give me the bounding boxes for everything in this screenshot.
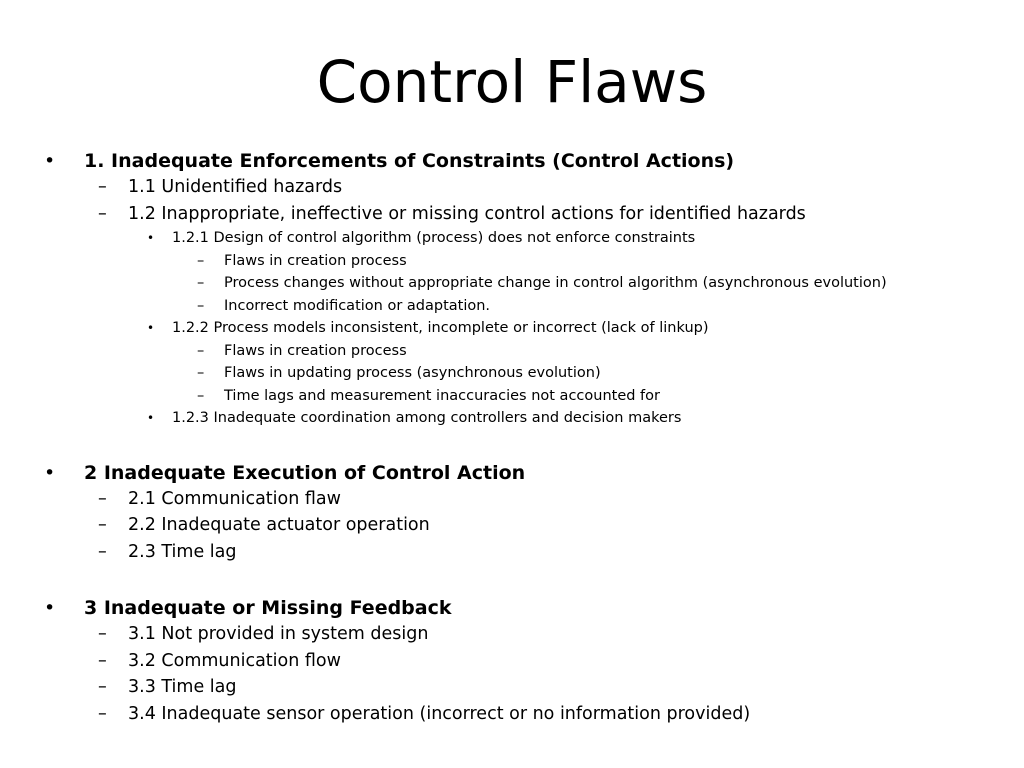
outline-item-1-2-2-c-text: Time lags and measurement inaccuracies not accounted for (224, 387, 660, 404)
outline-item-1-2-1 (0, 227, 1024, 250)
outline-item-1-2-1-c (0, 295, 1024, 318)
outline-item-3 (0, 595, 1024, 621)
outline-item-2-text: 2 Inadequate Execution of Control Action (84, 461, 526, 484)
dash-icon: – (98, 677, 107, 697)
outline-item-1-2-text: 1.2 Inappropriate, ineffective or missing control actions for identified hazards (128, 203, 806, 224)
bullet-icon: • (147, 231, 155, 245)
dash-icon: – (98, 515, 107, 535)
outline-item-1-2-1-b-text: Process changes without appropriate change in control algorithm (asynchronous evolution) (224, 275, 887, 291)
outline-item-1-1 (0, 174, 1024, 201)
dash-icon: – (98, 703, 107, 724)
dash-icon: – (98, 650, 107, 671)
outline-item-2-2-text: 2.2 Inadequate actuator operation (128, 515, 430, 535)
outline-item-1-text: 1. Inadequate Enforcements of Constraints (Control Actions) (84, 150, 735, 172)
dash-icon: – (197, 365, 205, 381)
outline-item-3-1 (0, 621, 1024, 648)
outline-item-2-1 (0, 486, 1024, 513)
outline-item-1-2-2-text: 1.2.2 Process models inconsistent, incomplete or incorrect (lack of linkup) (172, 320, 709, 336)
outline-item-1-2-1-a-text: Flaws in creation process (224, 252, 407, 269)
dash-icon: – (98, 488, 107, 509)
outline-item-3-3 (0, 674, 1024, 701)
outline-item-3-1-text: 3.1 Not provided in system design (128, 624, 429, 644)
outline-item-1-2-1-text: 1.2.1 Design of control algorithm (process) does not enforce constraints (172, 230, 696, 246)
outline-item-2-2 (0, 512, 1024, 539)
outline-item-3-2 (0, 648, 1024, 675)
dash-icon: – (98, 624, 107, 644)
section-spacer (0, 565, 1024, 595)
outline-item-1-1-text: 1.1 Unidentified hazards (128, 177, 343, 197)
dash-icon: – (197, 387, 205, 404)
outline-item-1-2-3 (0, 407, 1024, 430)
slide-title: Control Flaws (316, 48, 708, 116)
outline-item-1-2-3-text: 1.2.3 Inadequate coordination among controllers and decision makers (172, 410, 682, 426)
outline-item-2-1-text: 2.1 Communication flaw (128, 488, 341, 509)
outline-item-3-4-text: 3.4 Inadequate sensor operation (incorrect or no information provided) (128, 703, 751, 724)
outline-item-2-3 (0, 539, 1024, 566)
section-spacer (0, 430, 1024, 460)
outline-item-1-2-1-b (0, 272, 1024, 295)
outline-item-1-2-2 (0, 317, 1024, 340)
bullet-icon: • (44, 461, 56, 484)
outline-item-2 (0, 460, 1024, 486)
dash-icon: – (98, 177, 107, 197)
outline-item-1-2 (0, 201, 1024, 228)
bullet-icon: • (147, 321, 155, 335)
outline-item-2-3-text: 2.3 Time lag (128, 541, 237, 562)
bullet-icon: • (147, 411, 155, 425)
outline-item-1-2-2-c (0, 385, 1024, 408)
outline-item-1-2-2-b (0, 362, 1024, 385)
outline-item-3-3-text: 3.3 Time lag (128, 677, 237, 697)
outline-item-1-2-2-b-text: Flaws in updating process (asynchronous evolution) (224, 365, 601, 381)
outline-item-1 (0, 148, 1024, 174)
outline-item-3-2-text: 3.2 Communication flow (128, 650, 341, 671)
outline-item-3-text: 3 Inadequate or Missing Feedback (84, 597, 452, 619)
dash-icon: – (197, 297, 205, 314)
outline-item-3-4 (0, 701, 1024, 728)
dash-icon: – (197, 252, 205, 269)
bullet-icon: • (44, 597, 56, 619)
dash-icon: – (197, 342, 205, 359)
outline-item-1-2-1-c-text: Incorrect modification or adaptation. (224, 297, 491, 314)
dash-icon: – (98, 541, 107, 562)
outline (0, 148, 1024, 727)
dash-icon: – (98, 203, 107, 224)
outline-item-1-2-1-a (0, 250, 1024, 273)
outline-item-1-2-2-a (0, 340, 1024, 363)
bullet-icon: • (44, 150, 56, 172)
dash-icon: – (197, 275, 205, 291)
outline-item-1-2-2-a-text: Flaws in creation process (224, 342, 407, 359)
